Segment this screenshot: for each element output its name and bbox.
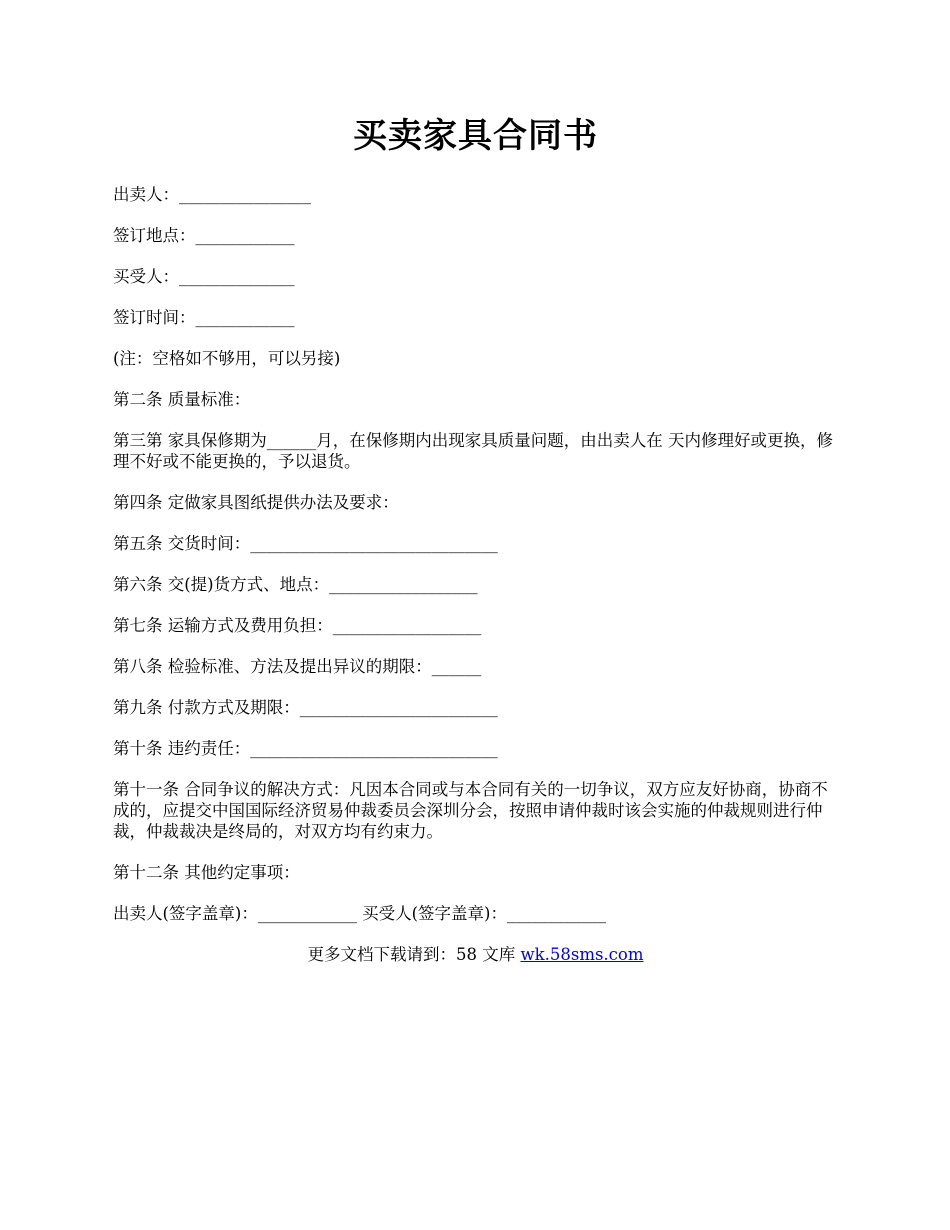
article-11: 第十一条 合同争议的解决方式：凡因本合同或与本合同有关的一切争议，双方应友好协商，协商不成的，应提交中国国际经济贸易仲裁委员会深圳分会，按照申请仲裁时该会实施的仲裁规则进行仲裁，仲裁裁决是终局的，对双方均有约束力。 xyxy=(113,780,828,841)
signing-time-line: 签订时间：____________ xyxy=(113,308,295,327)
article-3: 第三第 家具保修期为______月，在保修期内出现家具质量问题，由出卖人在 天内修理好或更换，修理不好或不能更换的，予以退货。 xyxy=(113,431,833,471)
article-4: 第四条 定做家具图纸提供办法及要求： xyxy=(113,493,399,512)
article-2: 第二条 质量标准： xyxy=(113,390,251,409)
article-9: 第九条 付款方式及期限：________________________ xyxy=(113,698,498,717)
seller-line: 出卖人：________________ xyxy=(113,185,311,204)
footer-prefix: 更多文档下载请到：58 文库 xyxy=(307,945,521,964)
article-10: 第十条 违约责任：______________________________ xyxy=(113,739,498,758)
article-5: 第五条 交货时间：______________________________ xyxy=(113,534,498,553)
article-7: 第七条 运输方式及费用负担：__________________ xyxy=(113,616,482,635)
document-title: 买卖家具合同书 xyxy=(353,116,598,156)
signing-place-line: 签订地点：____________ xyxy=(113,226,295,245)
note-line: (注：空格如不够用，可以另接) xyxy=(113,349,341,368)
article-6: 第六条 交(提)货方式、地点：__________________ xyxy=(113,575,478,594)
buyer-line: 买受人：______________ xyxy=(113,267,295,286)
footer xyxy=(113,944,838,965)
article-8: 第八条 检验标准、方法及提出异议的期限：______ xyxy=(113,657,482,676)
article-12: 第十二条 其他约定事项： xyxy=(113,863,300,882)
signature-line: 出卖人(签字盖章)：____________ 买受人(签字盖章)：____________ xyxy=(113,904,606,923)
footer-link[interactable]: wk.58sms.com xyxy=(520,945,644,964)
document-page xyxy=(113,110,838,965)
